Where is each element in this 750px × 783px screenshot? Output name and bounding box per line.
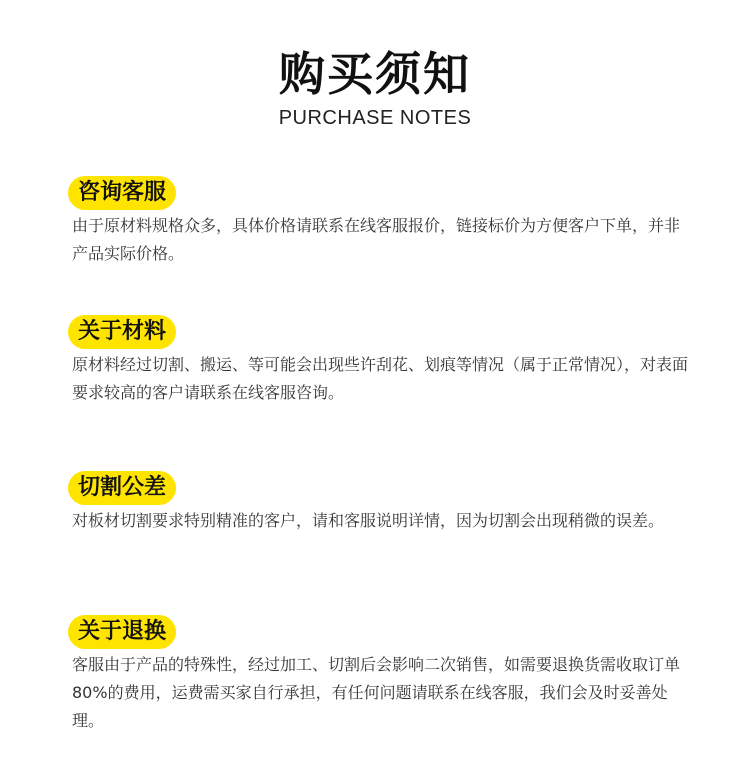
section-about-materials — [68, 315, 688, 407]
page-title: 购买须知 — [279, 47, 471, 101]
section-consult-service — [68, 176, 688, 268]
section-heading: 关于材料 — [68, 315, 176, 349]
section-heading: 咨询客服 — [68, 176, 176, 210]
section-body: 对板材切割要求特别精准的客户，请和客服说明详情，因为切割会出现稍微的误差。 — [72, 511, 665, 530]
section-heading: 关于退换 — [68, 615, 176, 649]
page-subtitle: PURCHASE NOTES — [278, 107, 472, 129]
section-heading: 切割公差 — [68, 471, 176, 505]
section-returns-exchanges — [68, 615, 688, 735]
section-body: 原材料经过切割、搬运、等可能会出现些许刮花、划痕等情况（属于正常情况），对表面要求较高的客户请联系在线客服咨询。 — [72, 355, 689, 402]
section-body: 客服由于产品的特殊性，经过加工、切割后会影响二次销售，如需要退换货需收取订单80%的费用，运费需买家自行承担，有任何问题请联系在线客服，我们会及时妥善处理。 — [72, 655, 681, 730]
section-cutting-tolerance — [68, 471, 688, 535]
section-body: 由于原材料规格众多，具体价格请联系在线客服报价，链接标价为方便客户下单，并非产品实际价格。 — [72, 216, 681, 263]
page-header — [0, 46, 750, 130]
